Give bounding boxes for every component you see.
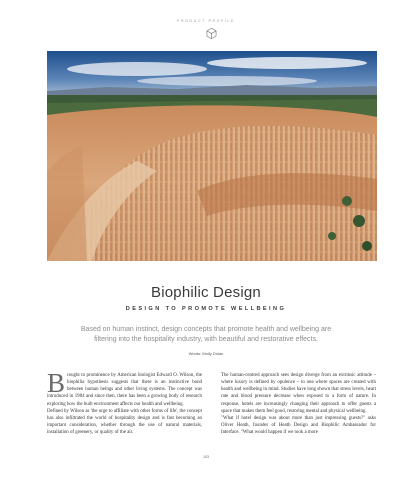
article-subtitle: DESIGN TO PROMOTE WELLBEING (125, 306, 287, 312)
article-title: Biophilic Design (151, 284, 261, 301)
canyon-landscape-photo (47, 51, 377, 261)
hero-photo (47, 51, 377, 261)
body-column-left (47, 368, 202, 436)
drop-cap: B (47, 368, 66, 398)
paragraph: Brought to prominence by American biologist Edward O. Wilson, the biophilia hypothesis suggests that there is an instinctive bond between human beings and other living systems. The concept was introduced in 1984 and since then, there has been a growing body of research exploring how the built environment affects our health and wellbeing. (47, 368, 202, 407)
paragraph: Defined by Wilson as 'the urge to affiliate with other forms of life', the concept has also infiltrated the world of hospitality design and is fast becoming an important consideration, whether through the use of natural materials, installation of greenery, or quality of the air. (47, 408, 202, 436)
cube-icon (205, 27, 218, 40)
article-standfirst: Based on human instinct, design concepts that promote health and wellbeing are filtering into the hospitality industry, with beautiful and restorative effects. (80, 326, 332, 343)
paragraph: "What if hotel design was about more than just impressing guests?" asks Oliver Heath, founder of Heath Design and Biophilic Ambassador for Interface. "What would happen if we took a more (221, 415, 376, 436)
page-number: 103 (203, 455, 209, 459)
section-kicker: PRODUCT PROFILE (176, 19, 236, 23)
body-column-right (221, 372, 376, 436)
article-byline: Words: Molly Dolan (188, 351, 224, 356)
paragraph: The human-centred approach sees design diverge from an extrinsic attitude – where luxury is defined by opulence – to one where spaces are created with health and wellbeing in mind. Studies have long shown that stress levels, heart rate and blood pressure decrease when exposed to a form of nature. In response, hotels are increasingly changing their approach to offer guests a space that makes them feel good, restoring mental and physical wellbeing. (221, 373, 376, 414)
